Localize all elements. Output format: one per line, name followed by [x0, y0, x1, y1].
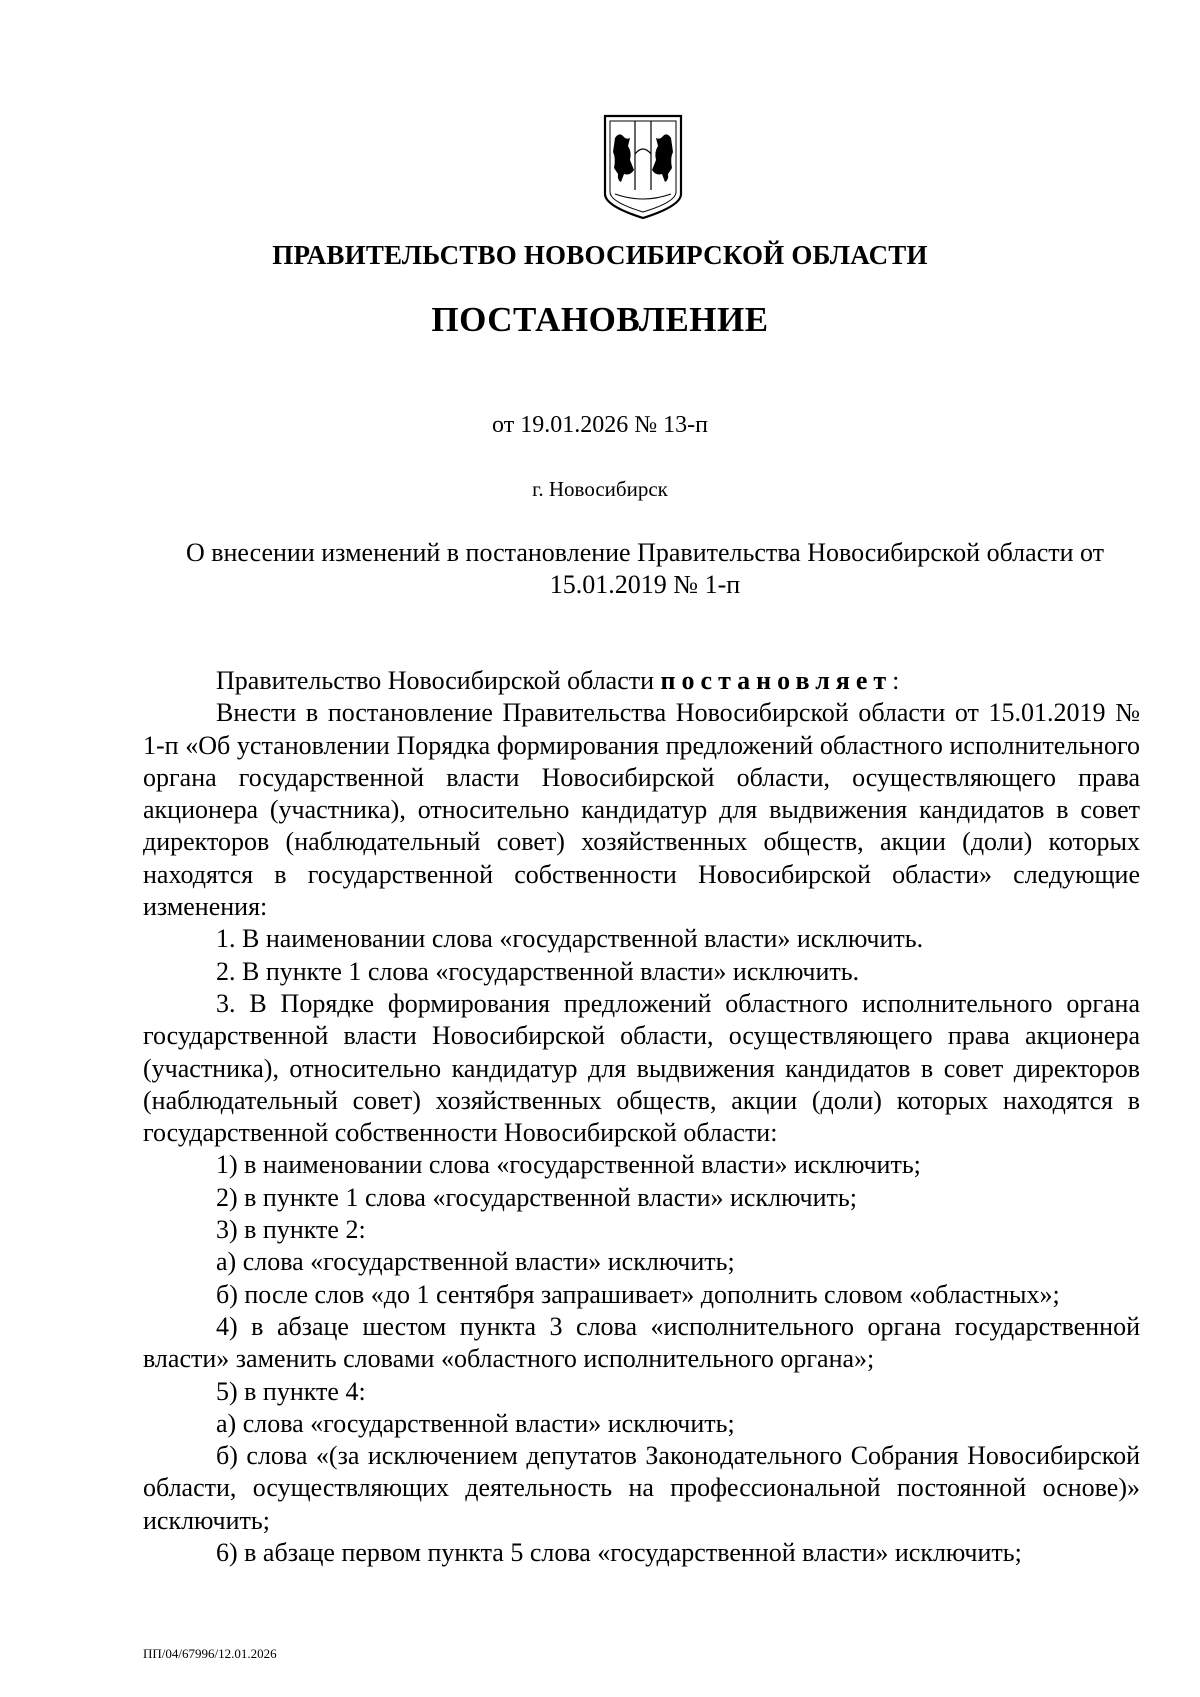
document-body [143, 665, 1140, 1569]
paragraph-subitem-5a: а) слова «государственной власти» исключить; [216, 1408, 735, 1438]
preamble-colon: : [892, 666, 900, 695]
paragraph-subitem-6: 6) в абзаце первом пункта 5 слова «государственной власти» исключить; [216, 1538, 1022, 1568]
paragraph-subitem-4: 4) в абзаце шестом пункта 3 слова «исполнительного органа государственной власти» заменить словами «областного исполнительного органа»; [143, 1311, 1140, 1374]
document-subject: О внесении изменений в постановление Правительства Новосибирской области от 15.01.2019 № 1-п [185, 538, 1105, 599]
paragraph-subitem-3: 3) в пункте 2: [216, 1215, 366, 1245]
paragraph-subitem-5b: б) слова «(за исключением депутатов Законодательного Собрания Новосибирской области, осуществляющих деятельность на профессиональной постоянной основе)» исключить; [143, 1441, 1140, 1535]
paragraph-item-3: 3. В Порядке формирования предложений областного исполнительного органа государственной власти Новосибирской области, осуществляющего права акционера (участника), относительно кандидатур для выдвижения кандидатов в совет директоров (наблюдательный совет) хозяйственных обществ, акции (доли) которых находятся в государственной собственности Новосибирской области: [143, 988, 1140, 1148]
paragraph-subitem-2: 2) в пункте 1 слова «государственной власти» исключить; [216, 1182, 857, 1212]
paragraph-subitem-1: 1) в наименовании слова «государственной власти» исключить; [216, 1150, 921, 1180]
paragraph-main: Внести в постановление Правительства Новосибирской области от 15.01.2019 № 1-п «Об установлении Порядка формирования предложений областного исполнительного органа государственной власти Новосибирской области, осуществляющего права акционера (участника), относительно кандидатур для выдвижения кандидатов в совет директоров (наблюдательный совет) хозяйственных обществ, акции (доли) которых находятся в государственной собственности Новосибирской области» следующие изменения: [143, 698, 1140, 922]
document-type: ПОСТАНОВЛЕНИЕ [431, 300, 769, 339]
paragraph-item-1: 1. В наименовании слова «государственной власти» исключить. [216, 924, 924, 954]
document-date-number: от 19.01.2026 № 13-п [492, 412, 708, 438]
footer-doc-code: ПП/04/67996/12.01.2026 [143, 1646, 277, 1661]
novosibirsk-coat-of-arms-icon [601, 114, 685, 220]
paragraph-subitem-3b: б) после слов «до 1 сентября запрашивает» дополнить словом «областных»; [216, 1279, 1060, 1309]
government-name: ПРАВИТЕЛЬСТВО НОВОСИБИРСКОЙ ОБЛАСТИ [272, 240, 928, 270]
preamble-text: Правительство Новосибирской области [216, 666, 661, 695]
paragraph-subitem-5: 5) в пункте 4: [216, 1376, 366, 1406]
document-city: г. Новосибирск [532, 477, 668, 501]
preamble-keyword: постановляет [660, 666, 893, 695]
paragraph-subitem-3a: а) слова «государственной власти» исключить; [216, 1247, 735, 1277]
preamble [143, 665, 1140, 697]
paragraph-item-2: 2. В пункте 1 слова «государственной власти» исключить. [216, 956, 860, 986]
